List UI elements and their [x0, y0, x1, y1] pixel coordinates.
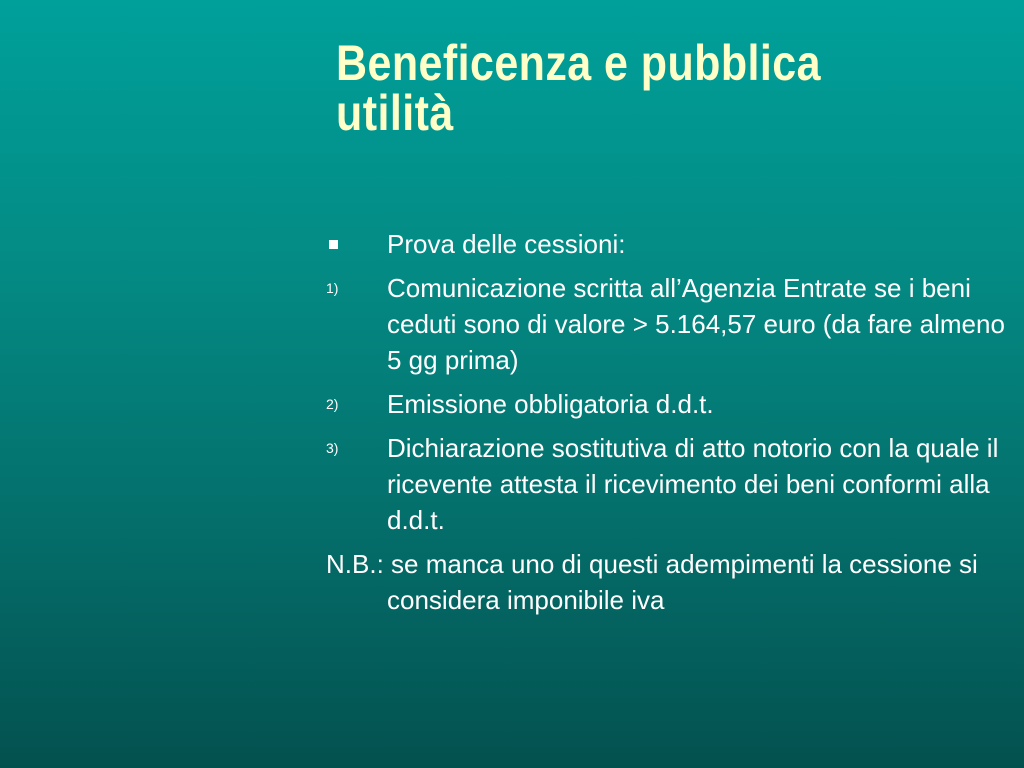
numbered-item-text: Comunicazione scritta all’Agenzia Entrate se i beni ceduti sono di valore > 5.164,57 euro (da fare almeno 5 gg prima) — [387, 273, 1005, 375]
square-bullet-icon — [329, 240, 338, 249]
note-paragraph: N.B.: se manca uno di questi adempimenti la cessione si considera imponibile iva — [326, 549, 978, 615]
number-marker: 3) — [326, 440, 339, 456]
numbered-item-text: Emissione obbligatoria d.d.t. — [387, 389, 714, 419]
numbered-item-3 — [326, 430, 1006, 538]
slide-title — [336, 35, 904, 141]
slide-body — [326, 226, 1006, 618]
numbered-item-2 — [326, 386, 1006, 422]
slide-title-line-2: utilità — [336, 85, 454, 141]
bullet-item — [326, 226, 1006, 262]
number-marker: 2) — [326, 396, 339, 412]
bullet-text: Prova delle cessioni: — [387, 229, 626, 259]
numbered-item-text: Dichiarazione sostitutiva di atto notorio con la quale il ricevente attesta il ricevimento dei beni conformi alla d.d.t. — [387, 433, 999, 535]
slide-title-line-1: Beneficenza e pubblica — [336, 35, 821, 91]
number-marker: 1) — [326, 280, 339, 296]
numbered-item-1 — [326, 270, 1006, 378]
